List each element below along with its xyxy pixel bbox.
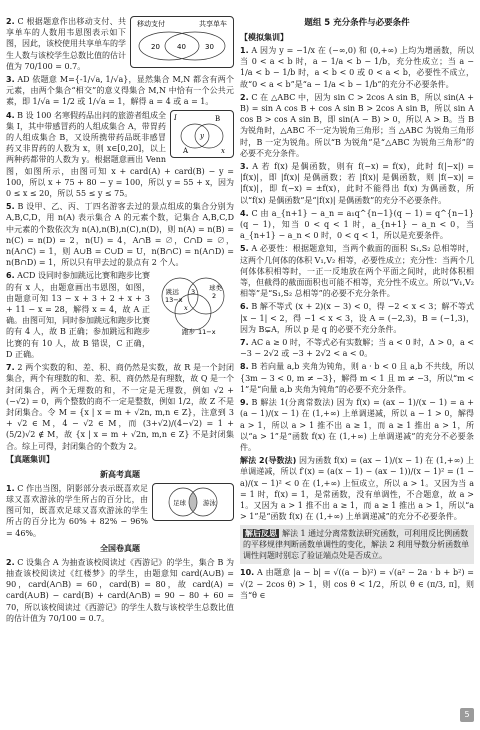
reflection-text: 解法 1 通过分离常数法研究函数，可利用反比例函数的平移规律判断函数单调性的变化，解法 2 利用导数分析函数单调性问题时别忘了验证端点处是否成立。	[243, 529, 470, 561]
mock-answer-1: 1. A 因为 y = −1/x 在 (−∞,0) 和 (0,+∞) 上均为增函数，所以当 0 < a < b 时，a − 1/a < b − 1/b，充分性成立；当 a − 1/a < b − 1/b 时，a < b < 0 或 0 < a < b，必要性不成立，故“0 < a < b”是“a − 1/a < b − 1/b”的充分不必要条件。	[240, 46, 474, 89]
venn4-label-swimming: 游泳	[203, 498, 216, 507]
venn2-label-x: x	[221, 146, 225, 155]
mock-answer-3: 3. A 若 f(x) 是偶函数，则有 f(−x) = f(x)，此时 f(|−x|) = |f(x)|，即 |f(x)| 是偶函数；若 |f(x)| 是偶函数，则 |f(−x)| = |f(x)|，即 f(−x) = ±f(x)，此时不能得出 f(x) 为偶函数，所以“f(x) 是偶函数”是“|f(x)| 是偶函数”的充分不必要条件。	[240, 162, 474, 205]
venn3-value-3: 3	[191, 288, 196, 297]
venn-diagram-football-swimming	[152, 483, 234, 521]
venn2-label-y: y	[200, 131, 204, 140]
mock-answer-10: 10. A 由题意 |a − b| = √((a − b)²) = √(a² − 2a · b + b²) = √(2 − 2cos θ) > 1，则 cos θ < 1/2，所以 θ ∈ (π/3, π]，则当“θ ∈	[240, 568, 474, 600]
mock-answer-8: 8. B 若向量 a,b 夹角为钝角，则 a · b < 0 且 a,b 不共线，所以 {3m − 3 < 0, m ≠ −3}，解得 m < 1 且 m ≠ −3，所以“m < 1”是“向量 a,b 夹角为钝角”的必要不充分条件。	[240, 362, 474, 394]
venn1-value-right: 30	[205, 43, 214, 51]
answer-6: 6. ACD 设同时参加跳远比赛和跑步比赛的有 x 人，由题意画出韦恩图，如图，由题意可知 13 − x + 3 + 2 + x + 3 + 11 − x = 28，解得 x = 4，故 A 正确。由图可知，同时参加跳远和跑步比赛的有 4 人，故 B 正确；参加跳远和跑步比赛的有 10 人，故 B 错误，C 正确，D 正确。	[6, 271, 151, 359]
topic-header: 题组 5 充分条件与必要条件	[304, 18, 410, 28]
section-heading-mock: 【模拟集训】	[240, 33, 288, 42]
mock-answer-5: 5. A 必要性：根据题意知，当两个截面的面积 S₁,S₂ 总相等时，这两个几何体的体积 V₁,V₂ 相等，必要性成立；充分性：当两个几何体体积相等时，一正一反地放在两个平面之间时，此时体积相等，但截得的截面面积也可能不相等，充分性不成立。所以“V₁,V₂ 相等”是“S₁,S₂ 总相等”的必要不充分条件。	[240, 244, 474, 299]
page-number: 5	[460, 708, 474, 722]
venn2-label-a: A	[183, 146, 189, 155]
venn-diagram-medicine	[170, 110, 234, 158]
venn1-value-mid: 40	[177, 43, 186, 51]
venn3-value-jump: 13−x	[165, 296, 183, 305]
venn1-value-left: 20	[151, 43, 160, 51]
venn4-label-football: 足球	[173, 498, 186, 507]
venn3-value-run: 11−x	[198, 328, 216, 337]
reflection-note	[240, 525, 474, 564]
mock-answer-9-method-2: 解法 2(导数法) 因为函数 f(x) = (ax − 1)/(x − 1) 在 (1,+∞) 上单调递减，所以 f′(x) = (a(x − 1) − (ax − 1))/(x − 1)² = (1 − a)/(x − 1)² < 0 在 (1,+∞) 上恒成立，所以 a > 1。又因为当 a = 1 时，f(x) = 1，是常函数，没有单调性，不合题意，故 a > 1。又因为 a > 1 推不出 a ≥ 1，而 a ≥ 1 推出 a > 1，所以“a > 1”是“函数 f(x) 在 (1,+∞) 上单调递减”的充分不必要条件。	[240, 456, 474, 522]
answer-2: 2. C 根据题意作出移动支付、共享单车的人数用韦恩图表示如下图，因此，该校使用共享单车的学生人数与该校学生总数比值的估计值为 70/100 = 0.7。	[6, 17, 126, 71]
venn1-label-payment: 移动支付	[137, 20, 165, 28]
answer-3: 3. AD 依题意 M={-1/√a, 1/√a}，显然集合 M,N 都含有两个元素，由两个集合“相交”的意义得集合 M,N 中恰有一个公共元素，即 1/√a = 1/2 或 1/√a = 1，解得 a = 4 或 a = 1。	[6, 75, 234, 107]
real-exam-answer-1: 1. C 作出当图，阴影部分表示既喜欢足球又喜欢游泳的学生所占的百分比，由图可知，既喜欢足球又喜欢游泳的学生所占的百分比为 60% + 82% − 96% = 46%。	[6, 483, 148, 538]
venn2-label-i: I	[174, 113, 177, 122]
subsection-national: 全国卷真题	[100, 543, 140, 553]
venn-diagram-sports	[154, 270, 234, 336]
venn3-value-ball: 2	[212, 292, 217, 301]
mock-answer-4: 4. C 由 a_{n+1} − a_n = a₁q^{n−1}(q − 1) = q^{n−1}(q − 1)，知当 0 < q < 1 时，a_{n+1} − a_n < 0，当 a_{n+1} − a_n < 0 时，0 < q < 1，所以是充要条件。	[240, 208, 474, 241]
venn1-label-bike: 共享单车	[199, 20, 227, 28]
venn3-label-jump: 跳远	[166, 288, 179, 297]
subsection-new-gaokao: 新高考真题	[100, 469, 140, 479]
right-column	[240, 16, 474, 722]
answer-4: 4. B 设 100 名寒假药品出问的旅游者组成全集 I，其中带感冒药的人组成集合 A，带胃药的人组成集合 B，又设所携带药品既非感冒药又非胃药的人数为 x，则 x∈[0,20]，以上两种药都带的人数为 y。根据题意画出 Venn 图，如图所示，由图可知 x + card(A) + card(B) − y = 100，所以 x + 75 + 80 − y = 100，所以 y = 55 + x，因为 0 ≤ x ≤ 20，所以 55 ≤ y ≤ 75。	[6, 110, 234, 199]
reflection-tag: 解后反思	[245, 529, 277, 539]
mock-answer-9: 9. B 解法 1(分离常数法) 因为 f(x) = (ax − 1)/(x − 1) = a + (a − 1)/(x − 1) 在 (1,+∞) 上单调递减，所以 a − 1 > 0，解得 a > 1，所以 a > 1 推不出 a ≥ 1，而 a ≥ 1 推出 a > 1，所以“a > 1”是“函数 f(x) 在 (1,+∞) 上单调递减”的充分不必要条件。	[240, 398, 474, 452]
section-heading-real-exam: 【真题集训】	[6, 454, 54, 464]
venn2-label-b: B	[215, 114, 221, 123]
venn-diagram-payment-bike	[130, 16, 234, 68]
mock-answer-2: 2. C 在 △ABC 中，因为 sin C > 2cos A sin B，所以 sin(A + B) = sin A cos B + cos A sin B > 2cos A sin B，所以 sin A cos B > cos A sin B，即 sin(A − B) > 0，所以 A > B。当 B 为锐角时，△ABC 不一定为锐角三角形；当 △ABC 为锐角三角形时，B 一定为锐角。所以“B 为锐角”是“△ABC 为锐角三角形”的必要不充分条件。	[240, 92, 474, 158]
real-exam-answer-2: 2. C 设集合 A 为抽查该校阅读过《西游记》的学生，集合 B 为抽查该校阅读过《红楼梦》的学生，由题意知 card(A∪B) = 90，card(A∩B) = 60，card(B) = 80，故 card(A) = card(A∪B) − card(B) + card(A∩B) = 90 − 80 + 60 = 70，所以该校阅读过《西游记》的学生人数与该校学生总数比值的估计值为 70/100 = 0.7。	[6, 557, 234, 623]
venn3-label-ball: 球类	[209, 284, 222, 293]
left-column	[6, 16, 234, 722]
venn3-value-x: x	[184, 304, 188, 313]
mock-answer-7: 7. AC a ≥ 0 时，不等式必有实数解；当 a < 0 时，Δ > 0，a < −3 − 2√2 或 −3 + 2√2 < a < 0。	[240, 338, 474, 359]
venn3-label-run: 跑步	[182, 328, 195, 337]
answer-5: 5. B 设甲、乙、丙、丁四名游客去过的景点组成的集合分别为 A,B,C,D，用 n(A) 表示集合 A 的元素个数，记集合 A,B,C,D 中元素的个数依次为 n(A),n(B),n(C),n(D)，则 n(A) = n(B) = n(C) = n(D) = 2，n(U) = 4，A∩B = ∅，C∩D = ∅，n(A∩C) = 1，则 A∪B = C∪D = U，n(B∩C) = n(A∩D) = n(B∩D) = 1，所以只有甲去过的景点有 2 个人。	[6, 202, 234, 268]
mock-answer-6: 6. B 解不等式 (x + 2)(x − 3) < 0，得 −2 < x < 3；解不等式 |x − 1| < 2，得 −1 < x < 3，设 A = (−2,3)，B = (−1,3)，因为 B⊊A，所以 p 是 q 的必要不充分条件。	[240, 302, 474, 334]
answer-7: 7. 2 两个实数的和、差、积、商仍然是实数，故 R 是一个封闭集合，两个有理数的和、差、积、商仍然是有理数，故 Q 是一个封闭集合，两个无理数的和，不一定是无理数，例如 √2 + (−√2) = 0，两个整数的商不一定是整数，例如 1/2，故 Z 不是封闭集合。令 M = {x | x = m + √2n, m,n ∈ Z}，注意到 3 + √2 ∈ M，4 − √2 ∈ M，而 (3+√2)/(4−√2) = 1 + (5/2)√2 ∉ M，故 {x | x = m + √2n, m,n ∈ Z} 不是封闭集合。综上可得，封闭集合的个数为 2。	[6, 363, 234, 451]
